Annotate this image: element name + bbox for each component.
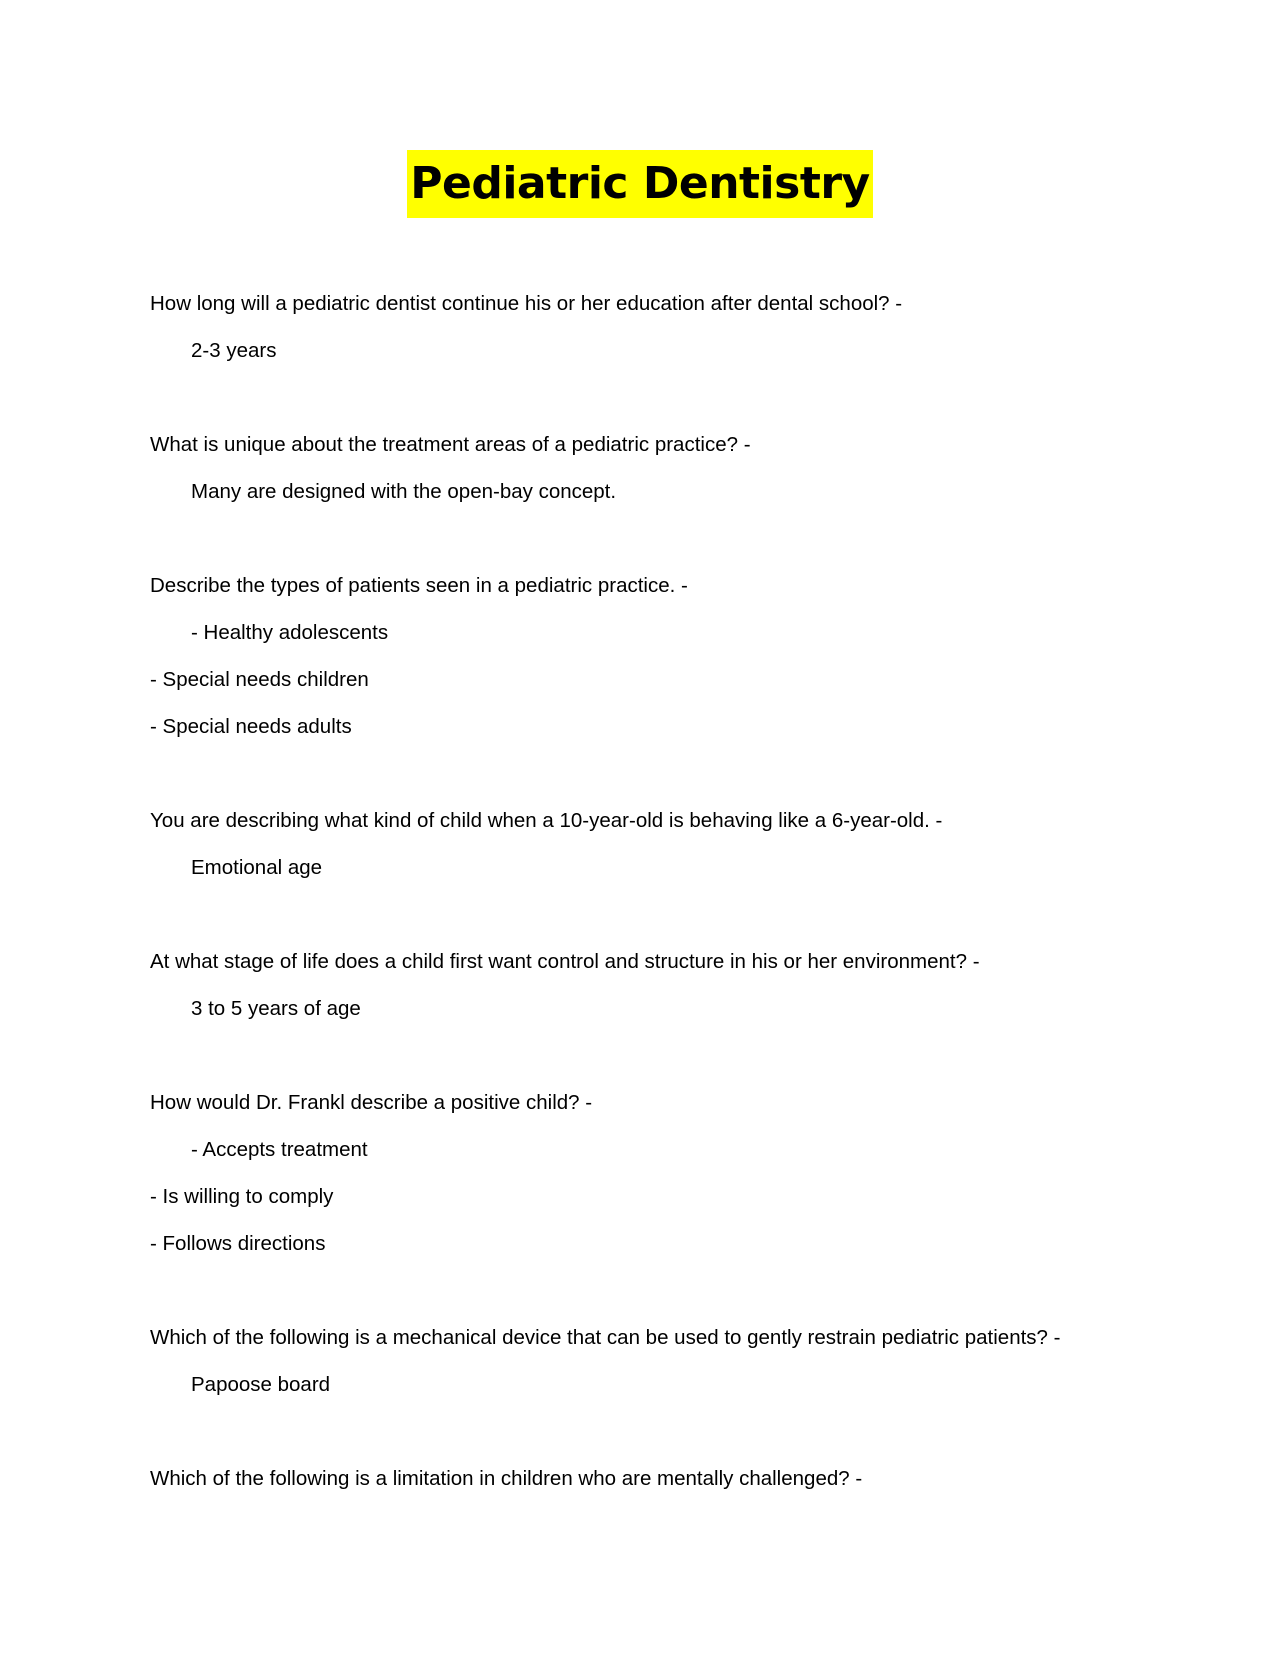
answer-text: Many are designed with the open-bay concept. — [191, 480, 617, 503]
question-text: Which of the following is a limitation in children who are mentally challenged? - — [150, 1467, 863, 1490]
answer-text: - Accepts treatment — [191, 1138, 368, 1161]
answer-text: 2-3 years — [191, 339, 277, 362]
page-title: Pediatric Dentistry — [407, 150, 872, 218]
question-text: Which of the following is a mechanical device that can be used to gently restrain pediatric patients? - — [150, 1326, 1061, 1349]
qa-item — [150, 280, 1150, 374]
qa-item — [150, 1314, 1150, 1408]
question-text: How would Dr. Frankl describe a positive child? - — [150, 1091, 593, 1114]
answer-text: - Healthy adolescents — [191, 621, 389, 644]
qa-list — [150, 280, 1150, 1549]
answer-text: Papoose board — [191, 1373, 331, 1396]
answer-line: - Follows directions — [150, 1232, 326, 1255]
qa-item — [150, 1455, 1150, 1502]
question-text: What is unique about the treatment areas of a pediatric practice? - — [150, 433, 751, 456]
answer-line: - Special needs children — [150, 668, 369, 691]
title-container — [0, 150, 1280, 218]
qa-item — [150, 562, 1150, 750]
qa-item — [150, 938, 1150, 1032]
answer-text: Emotional age — [191, 856, 323, 879]
question-text: You are describing what kind of child when a 10-year-old is behaving like a 6-year-old. - — [150, 809, 943, 832]
answer-line: - Is willing to comply — [150, 1185, 334, 1208]
qa-item — [150, 421, 1150, 515]
qa-item — [150, 797, 1150, 891]
qa-item — [150, 1079, 1150, 1267]
question-text: How long will a pediatric dentist continue his or her education after dental school? - — [150, 292, 903, 315]
question-text: Describe the types of patients seen in a pediatric practice. - — [150, 574, 688, 597]
answer-line: - Special needs adults — [150, 715, 352, 738]
answer-text: 3 to 5 years of age — [191, 997, 361, 1020]
question-text: At what stage of life does a child first want control and structure in his or her environment? - — [150, 950, 980, 973]
